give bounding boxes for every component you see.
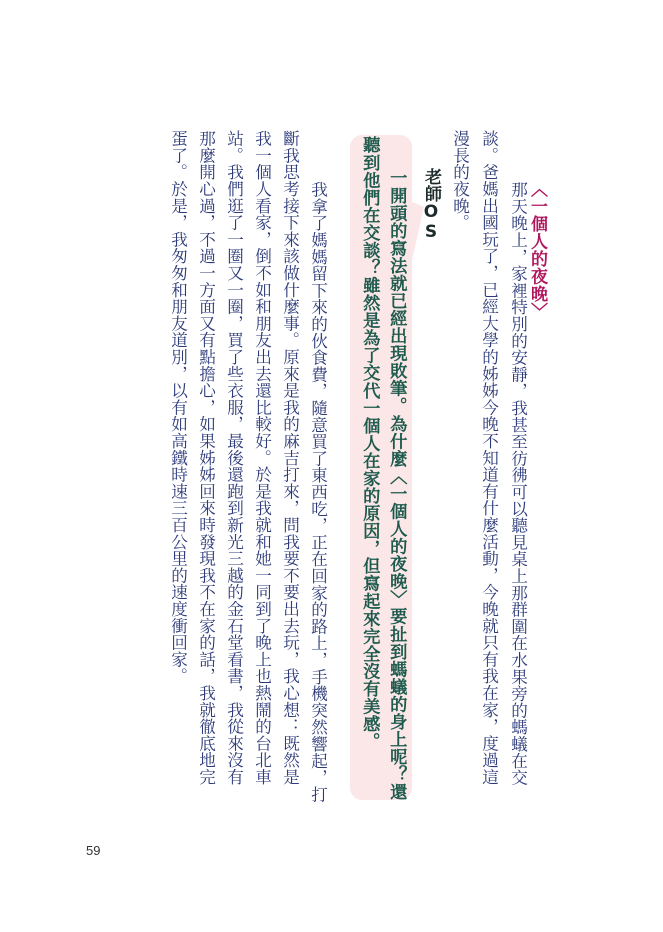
essay-line: 斷我思考接下來該做什麼事。原來是我的麻吉打來，問我要不要出去玩，我心想：既然是 — [280, 130, 300, 786]
page-number: 59 — [86, 843, 101, 858]
essay-line: 我拿了媽媽留下來的伙食費，隨意買了東西吃，正在回家的路上，手機突然響起，打 — [308, 181, 328, 803]
teacher-comment-line: 一開頭的寫法就已經出現敗筆。為什麼〈一個人的夜晚〉要扯到螞蟻的身上呢？還 — [386, 169, 407, 801]
essay-line: 那麼開心過，不過一方面又有點擔心，如果姊姊回來時發現我不在家的話，我就徹底地完 — [196, 130, 216, 786]
essay-line: 蛋了。於是，我匆匆和朋友道別，以有如高鐵時速三百公里的速度衝回家。 — [168, 130, 188, 685]
essay-title: 〈一個人的夜晚〉 — [527, 180, 547, 320]
essay-line: 站。我們逛了一圈又一圈，買了些衣服，最後還跑到新光三越的金石堂看書，我從來沒有 — [224, 130, 244, 786]
teacher-os-label: 老師OS — [421, 168, 441, 242]
essay-line: 漫長的夜晚。 — [450, 130, 470, 231]
teacher-comment-line: 聽到他們在交談？雖然是為了交代一個人在家的原因，但寫起來完全沒有美感。 — [359, 136, 380, 750]
essay-line: 那天晚上，家裡特別的安靜，我甚至彷彿可以聽見桌上那群圍在水果旁的螞蟻在交 — [508, 181, 528, 786]
essay-line: 我一個人看家，倒不如和朋友出去還比較好。於是我就和她一同到了晚上也熱鬧的台北車 — [252, 130, 272, 786]
essay-line: 談。爸媽出國玩了，已經大學的姊姊今晚不知道有什麼活動，今晚就只有我在家，度過這 — [479, 130, 499, 786]
